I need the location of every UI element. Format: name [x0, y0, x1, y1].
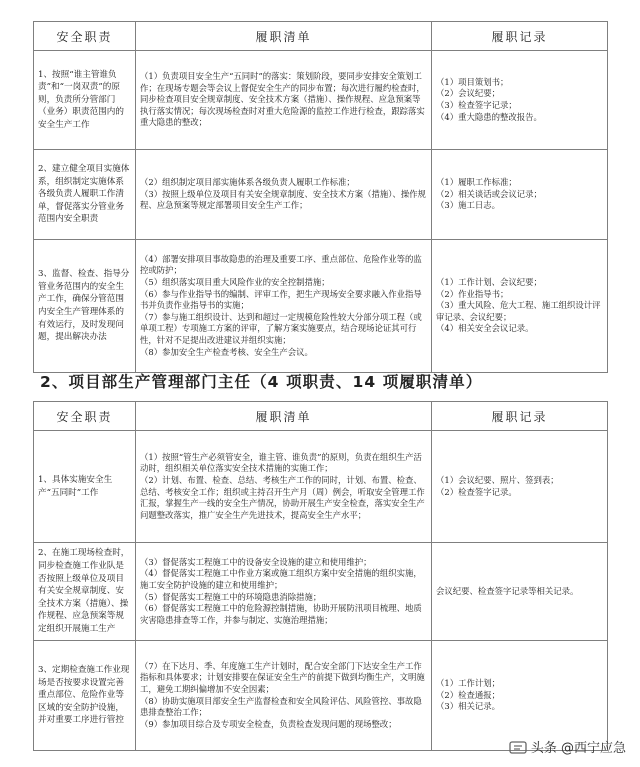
record-item: （1）项目策划书； [436, 76, 509, 87]
table-row [34, 240, 608, 373]
list-item: （4）督促落实工程施工中作业方案或施工组织方案中安全措施的组织实施，施工安全防护设施的建立和使用维护； [140, 568, 422, 590]
header-safety-duty: 安全职责 [34, 402, 136, 431]
record-item: （1）会议纪要、照片、签到表； [436, 474, 559, 485]
list-item: （8）参加安全生产检查考核、安全生产会议。 [140, 346, 313, 357]
list-item: （5）督促落实工程施工中的环境隐患消除措施； [140, 591, 322, 602]
duty-list-cell [136, 641, 432, 751]
duty-table-2 [33, 401, 608, 751]
record-item: （4）重大隐患的整改报告。 [436, 111, 542, 122]
record-item: （2）相关谈话或会议记录； [436, 188, 542, 199]
list-item: （2）组织制定项目部实施体系各级负责人履职工作标准； [140, 177, 355, 188]
duty-list-cell [136, 240, 432, 373]
duty-cell: 3、监督、检查、指导分管业务范围内的安全生产工作，确保分管范围内安全生产管理体系的有效运行，及时发现问题，提出解决办法 [34, 240, 136, 373]
duty-cell: 1、具体实施安全生产“五同时”工作 [34, 431, 136, 543]
duty-cell: 2、建立健全项目实施体系，组织制定实施体系各级负责人履职工作清单，督促落实分管业务范围内安全职责 [34, 150, 136, 240]
list-item: （9）参加项目综合及专项安全检查，负责检查发现问题的现场整改； [140, 718, 397, 729]
watermark-text: 头条 @西宁应急 [530, 741, 626, 756]
list-item: （8）协助实施项目部安全生产监督检查和安全风险评估、风险管控、事故隐患排查整治工作； [140, 695, 422, 718]
table-row [34, 641, 608, 751]
table-header-row [34, 402, 608, 431]
record-cell [432, 431, 608, 543]
record-item: （3）施工日志。 [436, 200, 500, 211]
table-row [34, 543, 608, 641]
record-item: （3）检查签字记录； [436, 100, 517, 110]
record-item: （1）工作计划、会议纪要； [436, 277, 542, 288]
header-duty-record: 履职记录 [432, 22, 608, 51]
record-item: （2）检查签字记录。 [436, 486, 517, 497]
duty-cell: 3、定期检查施工作业现场是否按要求设置完善重点部位、危险作业等区域的安全防护设施，并对重要工序进行管控 [34, 641, 136, 751]
section-title: 2、项目部生产管理部门主任（4 项职责、14 项履职清单） [40, 373, 483, 391]
list-item: （6）督促落实工程施工中的危险源控制措施，协助开展防汛项目梳理、地质灾害隐患排查等工作，并参与制定、实施治理措施； [140, 603, 422, 625]
record-item: 会议纪要、检查签字记录等相关记录。 [436, 585, 579, 596]
record-item: （3）重大风险、危大工程、施工组织设计评审记录、会议纪要； [436, 300, 601, 322]
duty-list-cell [136, 431, 432, 543]
headline-app-icon [509, 740, 527, 754]
record-item: （4）相关安全会议记录。 [436, 323, 534, 334]
header-duty-record: 履职记录 [432, 402, 608, 431]
list-item: （1）按照“管生产必须管安全，谁主管、谁负责”的原则，负责在组织生产活动时，组织相关单位落实安全技术措施的实施工作； [140, 451, 422, 474]
record-cell [432, 240, 608, 373]
table-row [34, 431, 608, 543]
list-item: （2）计划、布置、检查、总结、考核生产工作的同时，计划、布置、检查、总结、考核安全工作；组织或主持召开生产月（周）例会，听取安全管理工作汇报，掌握生产一线的安全生产情况，协助开展生产安全检查，落实安全生产问题整改落实，推广安全生产先进技术，提高安全生产水平； [140, 474, 425, 520]
list-item: （3）按照上级单位及项目有关安全规章制度、安全技术方案（措施）、操作规程、应急预案等规定部署项目安全生产工作； [140, 188, 426, 211]
record-item: （1）履职工作标准； [436, 177, 517, 188]
list-item: （3）督促落实工程施工中的设备安全设施的建立和使用维护； [140, 556, 372, 567]
list-item: （4）部署安排项目事故隐患的治理及重要工序、重点部位、危险作业等的监控或防护； [140, 253, 422, 276]
record-cell [432, 641, 608, 751]
table-row [34, 150, 608, 240]
duty-table-1 [33, 21, 608, 373]
list-item: （7）在下达月、季、年度施工生产计划时，配合安全部门下达安全生产工作指标和具体要求；计划安排要在保证安全生产的前提下做到均衡生产，文明施工，避免工期纠偏增加不安全因素； [140, 660, 425, 694]
header-duty-list: 履职清单 [136, 22, 432, 51]
record-item: （2）会议纪要； [436, 88, 500, 99]
table-row [34, 51, 608, 150]
record-item: （2）作业指导书； [436, 288, 509, 299]
duty-cell: 2、在施工现场检查时，同步检查施工作业队是否按照上级单位及项目有关安全规章制度、安全技术方案（措施）、操作规程、应急预案等规定组织开展施工生产 [34, 543, 136, 641]
list-item: （7）参与施工组织设计、达到和超过一定规模危险性较大分部分项工程（或单项工程）专项施工方案的评审，了解方案实施要点，结合现场论证其可行性，针对不足提出改进建议并组织实施； [140, 311, 422, 345]
record-item: （2）检查通报； [436, 689, 500, 700]
list-item: （1）负责项目安全生产“五同时”的落实：策划阶段，要同步安排安全策划工作；在现场专题会等会议上督促安全生产的同步布置；每次进行履约检查时，同步检查项目安全规章制度、安全技术方案（措施）、操作规程、应急预案等执行落实情况；每次现场检查时对重大危险源的监控工作进行检查，跟踪落实重大隐患的整改； [140, 71, 425, 128]
header-safety-duty: 安全职责 [34, 22, 136, 51]
duty-list-cell [136, 543, 432, 641]
duty-cell: 1、按照“谁主管谁负责”和“一岗双责”的原则，负责所分管部门（业务）职责范围内的安全生产工作 [34, 51, 136, 150]
duty-list-cell [136, 51, 432, 150]
table-header-row [34, 22, 608, 51]
record-cell [432, 51, 608, 150]
record-item: （3）相关记录。 [436, 701, 500, 712]
record-cell [432, 543, 608, 641]
list-item: （5）组织落实项目重大风险作业的安全控制措施； [140, 277, 330, 288]
list-item: （6）参与作业指导书的编制、评审工作，把生产现场安全要求融入作业指导书并负责作业指导书的实施； [140, 288, 422, 311]
header-duty-list: 履职清单 [136, 402, 432, 431]
watermark [509, 737, 626, 756]
record-cell [432, 150, 608, 240]
duty-list-cell [136, 150, 432, 240]
record-item: （1）工作计划； [436, 678, 500, 689]
